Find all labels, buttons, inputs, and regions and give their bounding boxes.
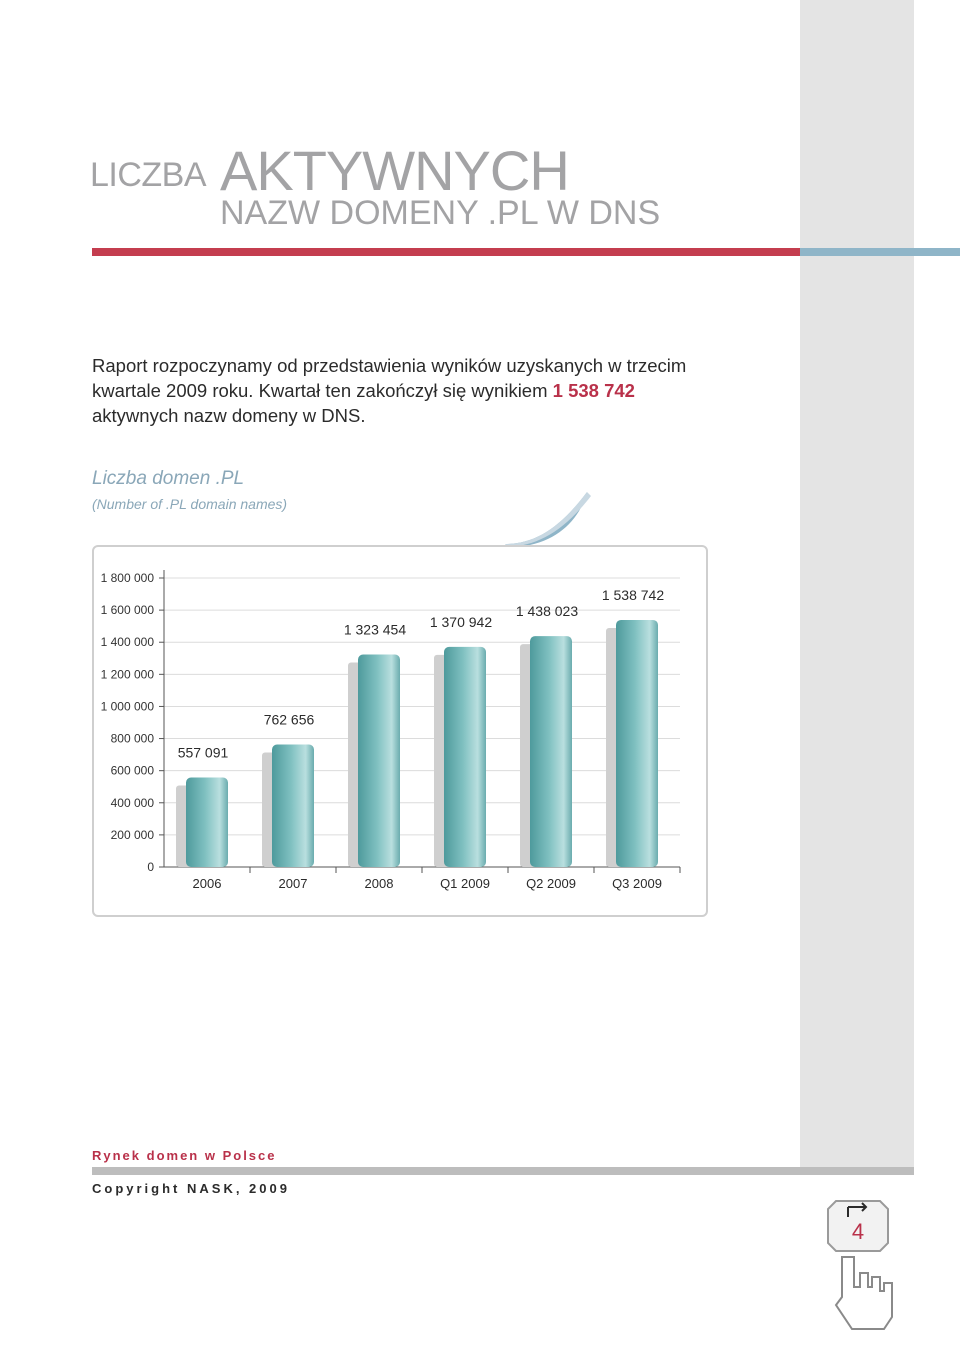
x-tick-label: 2007 bbox=[278, 876, 308, 891]
header-rule-red bbox=[92, 248, 800, 256]
bar-value-label: 762 656 bbox=[263, 711, 315, 728]
x-tick-label: Q2 2009 bbox=[526, 876, 576, 891]
intro-paragraph bbox=[92, 353, 712, 428]
y-tick-label: 800 000 bbox=[110, 731, 154, 746]
y-tick-label: 0 bbox=[147, 860, 154, 874]
y-tick-label: 1 800 000 bbox=[100, 571, 154, 585]
chart-subtitle: (Number of .PL domain names) bbox=[92, 496, 288, 512]
bar-chart bbox=[92, 545, 708, 917]
y-tick-label: 400 000 bbox=[110, 795, 154, 810]
footer-copyright: Copyright NASK, 2009 bbox=[92, 1181, 290, 1196]
intro-text-after: aktywnych nazw domeny w DNS. bbox=[92, 404, 366, 426]
y-tick-label: 1 200 000 bbox=[100, 667, 154, 682]
bar bbox=[272, 745, 314, 867]
bar-value-label: 1 323 454 bbox=[343, 621, 407, 638]
bar-value-label: 1 538 742 bbox=[601, 586, 665, 603]
header-rule-blue bbox=[800, 248, 960, 256]
title-prefix: LICZBA bbox=[90, 156, 207, 194]
title-main: AKTYWNYCH bbox=[220, 139, 569, 202]
bar bbox=[530, 636, 572, 867]
y-tick-label: 200 000 bbox=[110, 827, 154, 842]
y-tick-label: 1 400 000 bbox=[100, 635, 154, 650]
chart-title: Liczba domen .PL bbox=[92, 468, 245, 489]
x-tick-label: Q1 2009 bbox=[440, 876, 490, 891]
y-tick-label: 600 000 bbox=[110, 763, 154, 778]
x-tick-label: 2006 bbox=[192, 876, 222, 891]
footer-title: Rynek domen w Polsce bbox=[92, 1148, 277, 1163]
bar bbox=[616, 620, 658, 867]
footer-rule bbox=[92, 1167, 914, 1175]
bar-value-label: 1 370 942 bbox=[429, 613, 493, 630]
bar bbox=[358, 655, 400, 867]
page-number: 4 bbox=[851, 1219, 865, 1244]
x-tick-label: Q3 2009 bbox=[612, 876, 662, 891]
intro-highlight-value: 1 538 742 bbox=[552, 379, 635, 401]
y-tick-label: 1 000 000 bbox=[100, 699, 154, 714]
title-subtitle: NAZW DOMENY .PL W DNS bbox=[220, 194, 661, 232]
bar-value-label: 557 091 bbox=[177, 744, 229, 761]
page-badge bbox=[822, 1195, 902, 1345]
decorative-swoosh bbox=[505, 488, 595, 548]
bar bbox=[186, 778, 228, 867]
x-tick-label: 2008 bbox=[364, 876, 394, 891]
bar bbox=[444, 647, 486, 867]
y-tick-label: 1 600 000 bbox=[100, 603, 154, 618]
side-strip bbox=[800, 0, 914, 1175]
intro-text-before: Raport rozpoczynamy od przedstawienia wyników uzyskanych w trzecim kwartale 2009 roku. Kwartał ten zakończył się wynikiem bbox=[92, 354, 687, 401]
bar-value-label: 1 438 023 bbox=[515, 603, 579, 620]
